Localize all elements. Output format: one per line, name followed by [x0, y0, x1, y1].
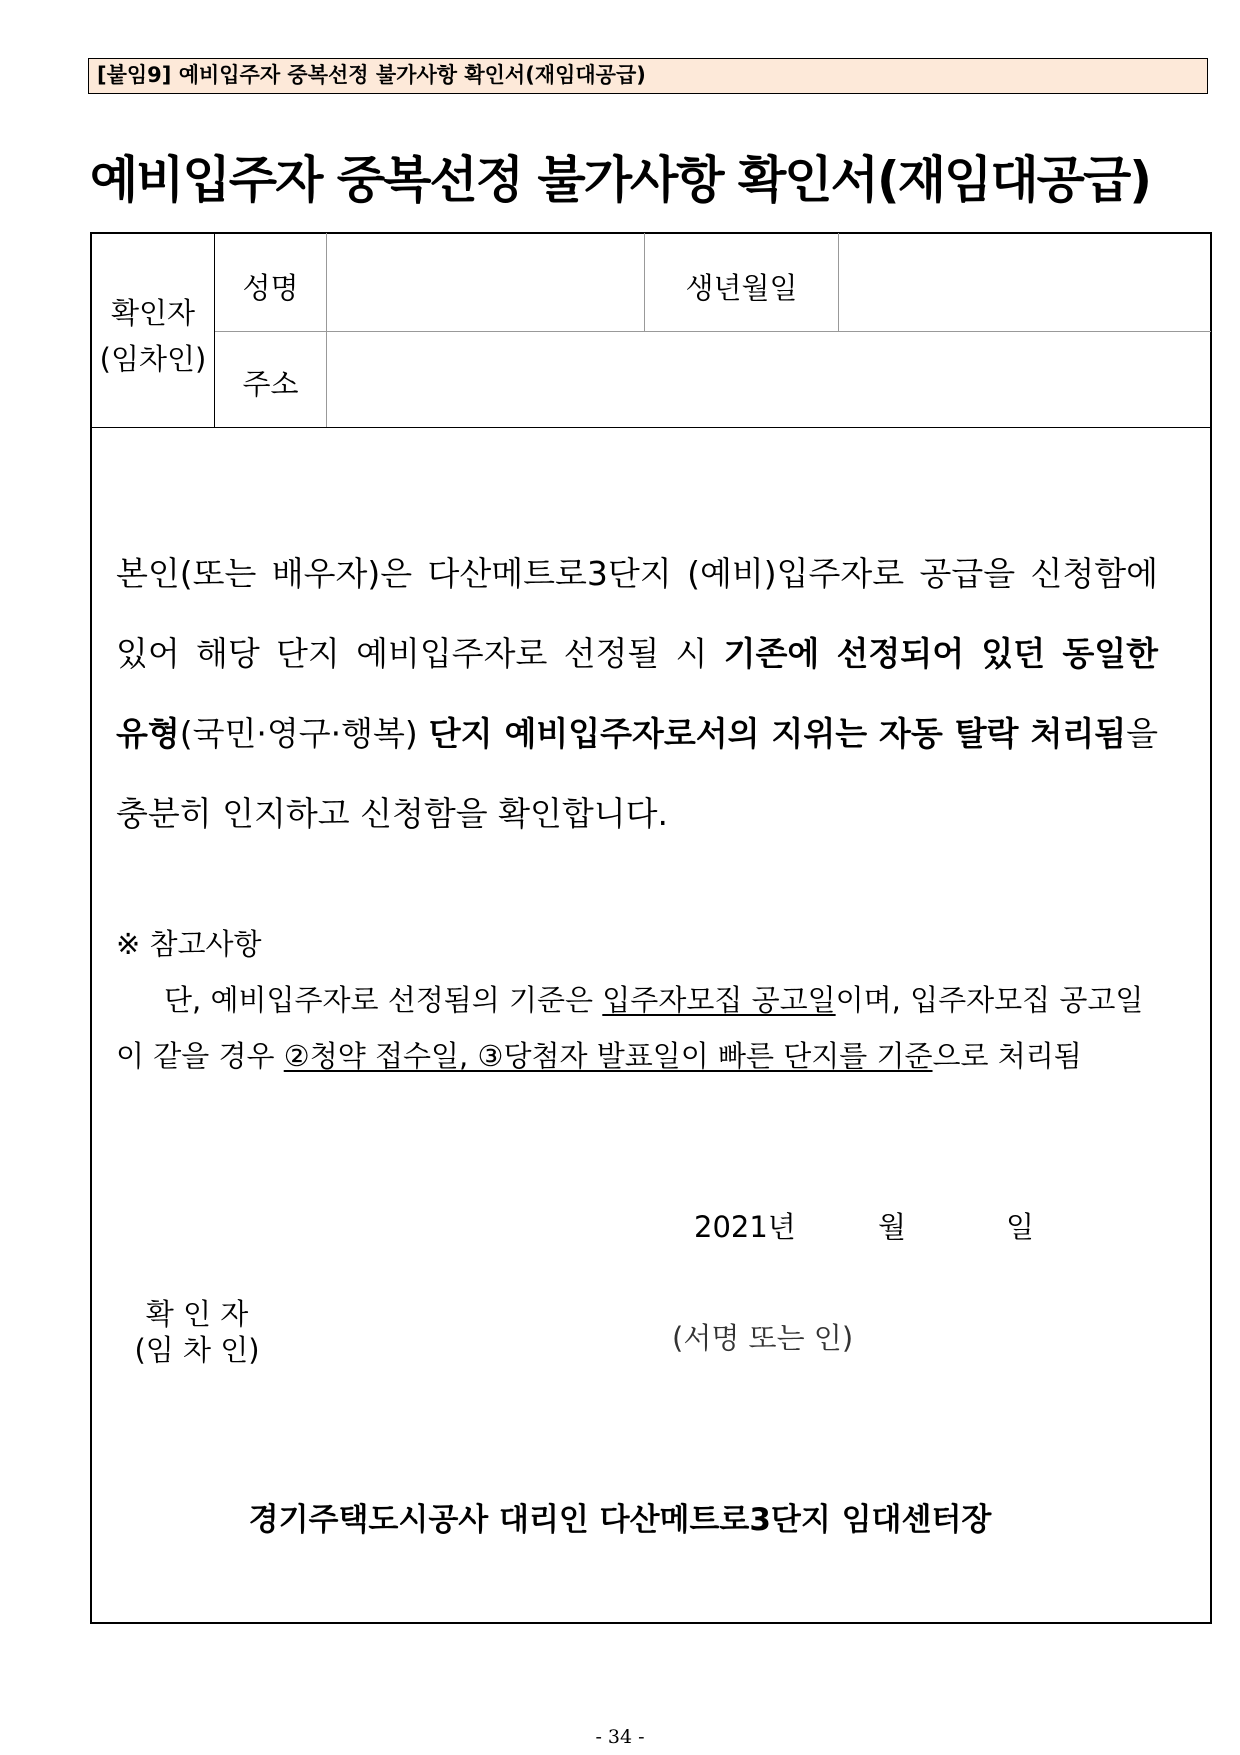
- note-heading: ※ 참고사항: [116, 927, 262, 961]
- statement-emphasis: 단지 예비입주자로서의 지위는 자동 탈락 처리됨: [428, 714, 1127, 753]
- document-title: 예비입주자 중복선정 불가사항 확인서(재임대공급): [89, 151, 1151, 209]
- note-text: 이며, 입주자모집 공고일: [835, 983, 1144, 1017]
- statement-text: (국민·영구·행복): [179, 714, 429, 753]
- table-divider: [91, 427, 1211, 428]
- page-number: - 34 -: [595, 1726, 645, 1748]
- signature-label: [122, 1296, 272, 1368]
- date-month: 월: [878, 1210, 907, 1244]
- note-text: 이 같을 경우: [116, 1039, 284, 1073]
- statement-line-2: [116, 628, 1158, 675]
- address-label: 주소: [242, 367, 299, 401]
- statement-text: 있어 해당 단지 예비입주자로 선정될 시: [116, 634, 724, 673]
- signature-field[interactable]: (서명 또는 인): [672, 1321, 854, 1355]
- confirmer-label: [92, 290, 214, 382]
- birthdate-label: 생년월일: [685, 271, 798, 305]
- note-text: 단, 예비입주자로 선정됨의 기준은: [164, 983, 603, 1017]
- issuer-name: 경기주택도시공사 대리인 다산메트로3단지 임대센터장: [248, 1502, 992, 1538]
- statement-line-1: 본인(또는 배우자)은 다산메트로3단지 (예비)입주자로 공급을 신청함에: [116, 554, 1158, 593]
- signature-label-line2: (임 차 인): [134, 1333, 260, 1367]
- name-label: 성명: [242, 271, 299, 305]
- note-text: 으로 처리됨: [932, 1039, 1082, 1073]
- date-day: 일: [1006, 1210, 1035, 1244]
- note-line-2: [116, 1034, 1082, 1075]
- statement-emphasis: 기존에 선정되어 있던 동일한: [723, 634, 1158, 673]
- statement-emphasis: 유형: [116, 714, 180, 753]
- statement-line-3: [116, 708, 1158, 755]
- confirmer-label-line1: 확인자: [110, 296, 196, 330]
- note-underlined: ②청약 접수일, ③당첨자 발표일이 빠른 단지를 기준: [283, 1039, 933, 1073]
- table-divider: [326, 233, 327, 427]
- signature-label-line1: 확 인 자: [145, 1297, 249, 1331]
- statement-line-4: 충분히 인지하고 신청함을 확인합니다.: [116, 794, 669, 833]
- table-divider: [838, 233, 839, 331]
- note-underlined: 입주자모집 공고일: [602, 983, 836, 1017]
- date-year: 2021년: [694, 1210, 796, 1244]
- statement-text: 을: [1126, 714, 1158, 753]
- note-line-1: [164, 978, 1143, 1019]
- table-divider: [215, 331, 1211, 332]
- confirmer-label-line2: (임차인): [99, 342, 207, 376]
- attachment-label: [붙임9] 예비입주자 중복선정 불가사항 확인서(재임대공급): [88, 58, 1208, 94]
